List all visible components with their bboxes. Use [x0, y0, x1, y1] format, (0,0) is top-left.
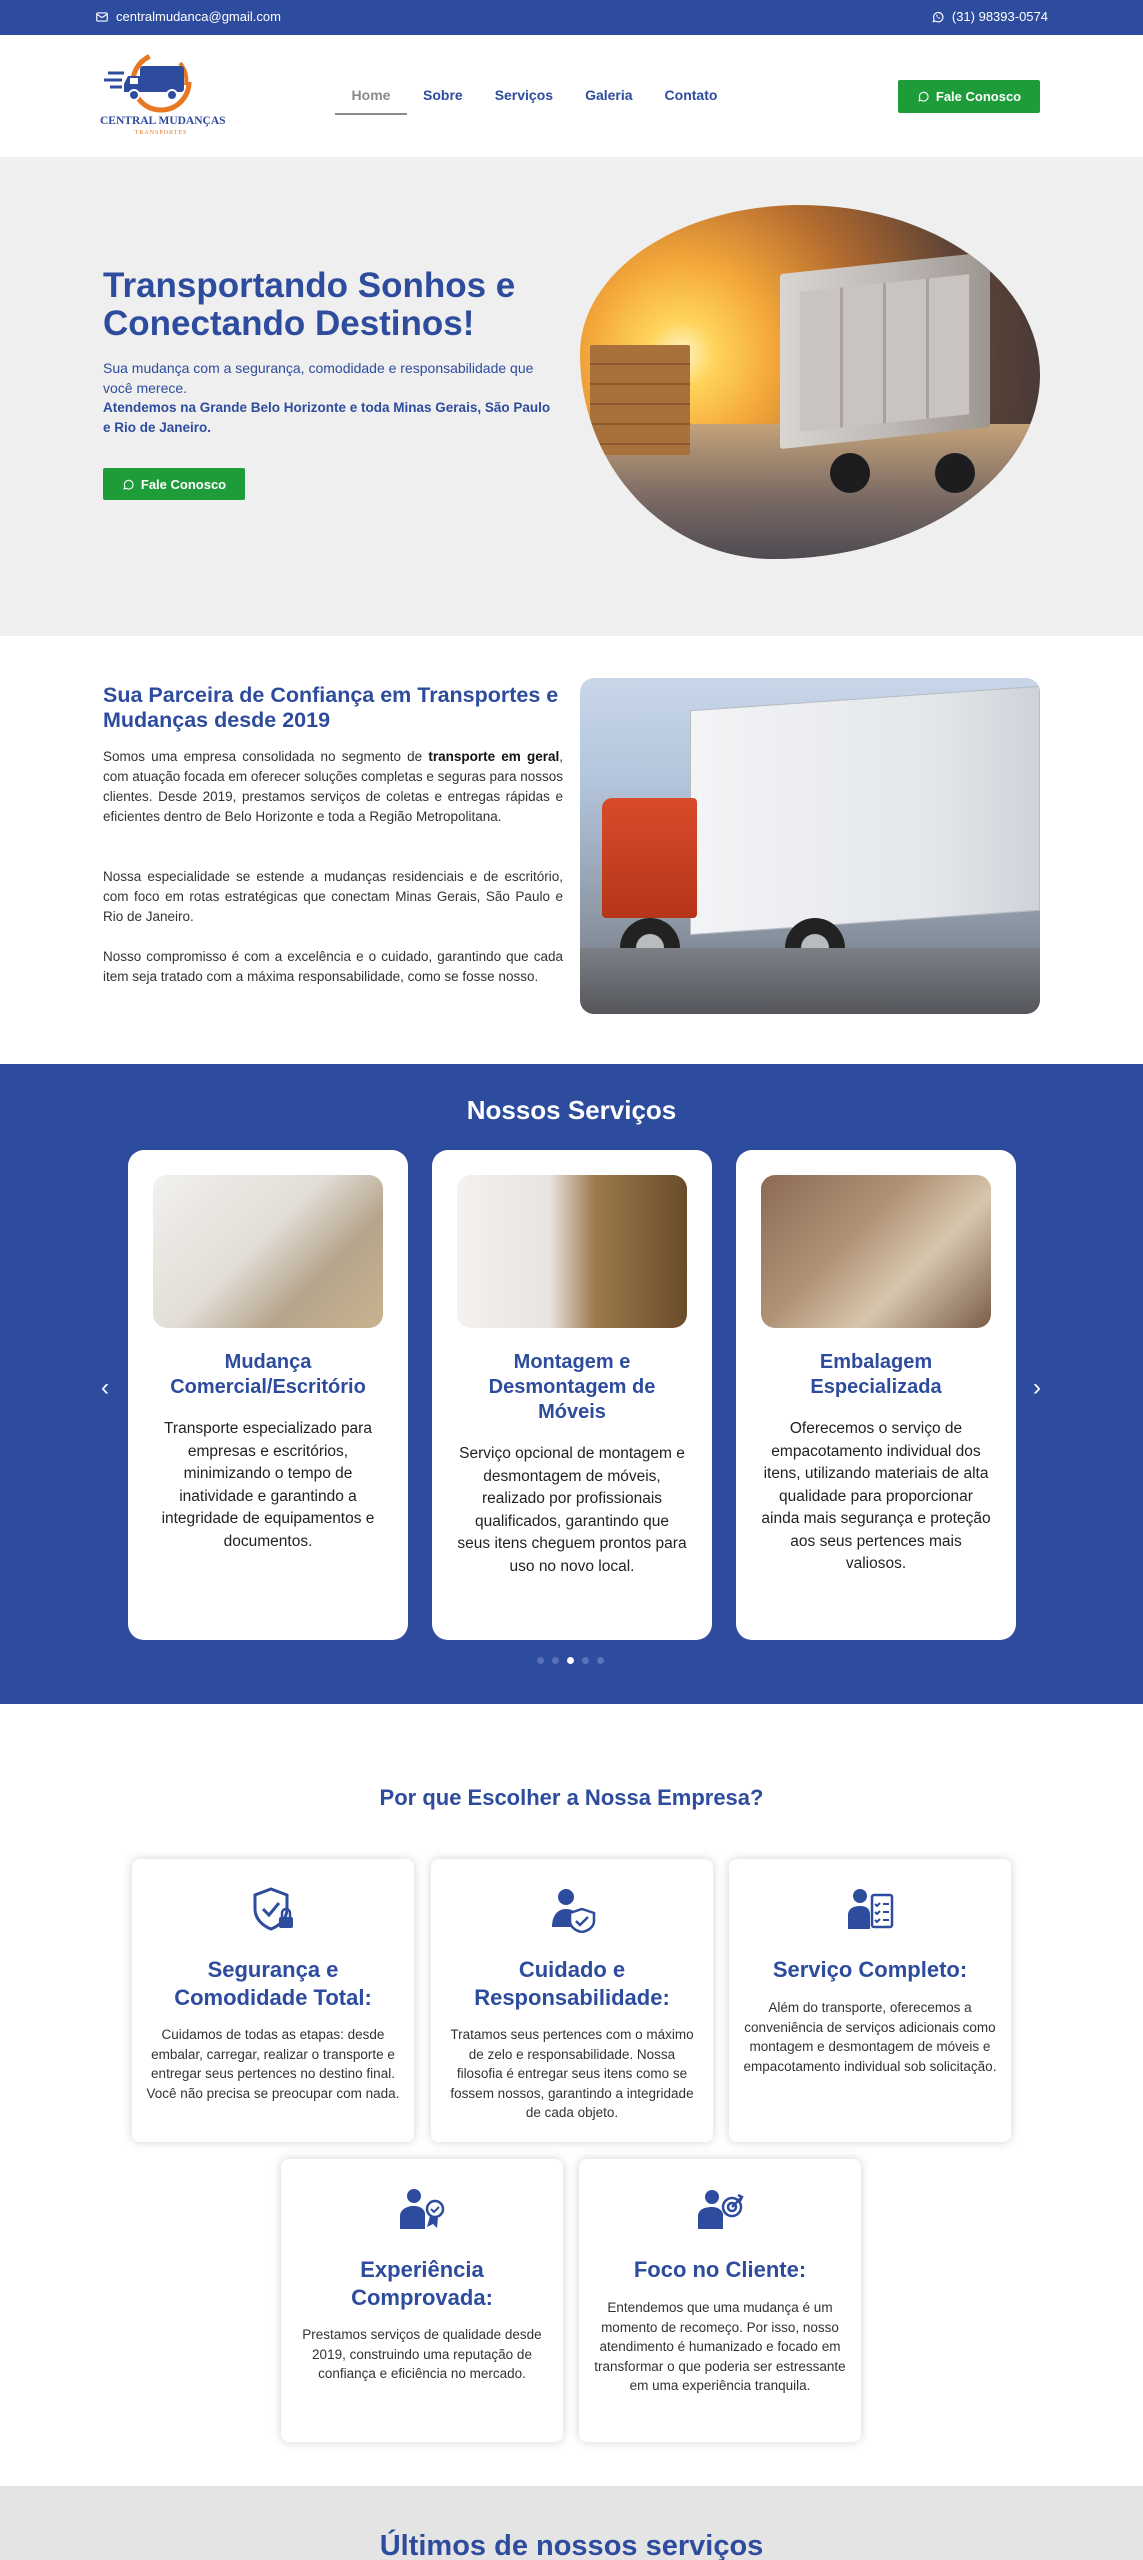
- why-card-title: Foco no Cliente:: [633, 2257, 807, 2282]
- topbar-phone[interactable]: [931, 9, 1048, 24]
- latest-title: Últimos de nossos serviços: [379, 2530, 764, 2560]
- whatsapp-icon: [917, 90, 930, 103]
- nav-sobre[interactable]: Sobre: [423, 87, 463, 103]
- nav-contato[interactable]: Contato: [664, 87, 718, 103]
- service-image-office: [153, 1175, 383, 1328]
- why-card-text: Prestamos serviços de qualidade desde 2019, construindo uma reputação de confiança e eficiência no mercado.: [302, 2327, 542, 2381]
- about-paragraph-3: Nosso compromisso é com a excelência e o cuidado, garantindo que cada item seja tratado com a máxima responsabilidade, como se fosse nosso.: [103, 949, 563, 984]
- carousel-dot[interactable]: [582, 1657, 589, 1664]
- person-shield-icon: [548, 1885, 596, 1933]
- why-title: Por que Escolher a Nossa Empresa?: [379, 1785, 764, 1810]
- carousel-dots: [537, 1657, 604, 1664]
- hero-cta-label: Fale Conosco: [140, 476, 227, 492]
- latest-services-section: [0, 2486, 1143, 2560]
- service-text: Oferecemos o serviço de empacotamento individual dos itens, utilizando materiais de alta qualidade para proporcionar ainda mais segurança e proteção aos seus pertences mais valiosos.: [761, 1420, 991, 1572]
- why-card: [431, 1859, 713, 2142]
- about-paragraph-1: Somos uma empresa consolidada no segmento de transporte em geral, com atuação focada em oferecer soluções completas e seguras para nossos clientes. Desde 2019, prestamos serviços de coletas e entregas rápidas e eficientes dentro de Belo Horizonte e toda a Região Metropolitana.: [103, 749, 564, 824]
- nav-servicos[interactable]: Serviços: [494, 87, 554, 103]
- about-title: Sua Parceira de Confiança em Transportes e Mudanças desde 2019: [103, 683, 559, 732]
- person-checklist-icon: [846, 1885, 894, 1933]
- logo-name: CENTRAL MUDANÇAS: [100, 115, 226, 127]
- header-cta-button[interactable]: [898, 80, 1040, 113]
- carousel-dot[interactable]: [537, 1657, 544, 1664]
- why-card-title: Serviço Completo:: [772, 1957, 968, 1982]
- nav-galeria[interactable]: Galeria: [585, 87, 633, 103]
- topbar-phone-text: (31) 98393-0574: [951, 9, 1048, 24]
- why-card-text: Cuidamos de todas as etapas: desde embalar, carregar, realizar o transporte e entregar seus pertences no destino final. Você não precisa se preocupar com nada.: [146, 2027, 400, 2101]
- carousel-prev-button[interactable]: [95, 1376, 115, 1400]
- services-title: Nossos Serviços: [466, 1095, 677, 1125]
- shield-lock-icon: [249, 1885, 297, 1933]
- service-text: Transporte especializado para empresas e escritórios, minimizando o tempo de inatividade e garantindo a integridade de equipamentos e documentos.: [161, 1420, 375, 1550]
- hero-title: Transportando Sonhos e Conectando Destinos!: [103, 266, 516, 343]
- nav-home[interactable]: Home: [335, 85, 407, 115]
- top-bar: [0, 0, 1143, 35]
- service-title: Embalagem Especializada: [810, 1351, 942, 1398]
- whatsapp-icon: [931, 10, 945, 24]
- main-nav: [335, 85, 733, 115]
- carousel-next-button[interactable]: [1027, 1376, 1047, 1400]
- why-card: [729, 1859, 1011, 2142]
- service-card: [128, 1150, 408, 1640]
- service-text: Serviço opcional de montagem e desmontagem de móveis, realizado por profissionais qualificados, garantindo que seus itens cheguem prontos para uso no novo local.: [457, 1445, 687, 1575]
- logo[interactable]: [100, 49, 226, 145]
- service-image-furniture: [457, 1175, 687, 1328]
- about-paragraph-2: Nossa especialidade se estende a mudanças residenciais e de escritório, com foco em rotas estratégicas que conectam Minas Gerais, São Paulo e Rio de Janeiro.: [103, 869, 563, 924]
- whatsapp-icon: [122, 478, 135, 491]
- person-target-icon: [696, 2185, 744, 2233]
- service-title: Montagem e Desmontagem de Móveis: [488, 1351, 656, 1423]
- person-award-icon: [398, 2185, 446, 2233]
- carousel-dot[interactable]: [597, 1657, 604, 1664]
- carousel-dot[interactable]: [552, 1657, 559, 1664]
- why-card-title: Segurança e Comodidade Total:: [174, 1957, 372, 2010]
- why-card-title: Experiência Comprovada:: [351, 2257, 493, 2310]
- about-truck-image: [580, 678, 1040, 1014]
- service-title: Mudança Comercial/Escritório: [170, 1351, 366, 1398]
- why-card-text: Tratamos seus pertences com o máximo de zelo e responsabilidade. Nossa filosofia é entregar seus itens como se fossem nossos, garantindo a integridade de cada objeto.: [450, 2027, 694, 2120]
- truck-logo-icon: [100, 49, 222, 115]
- why-card: [579, 2159, 861, 2442]
- service-card: [736, 1150, 1016, 1640]
- chevron-right-icon: ›: [1033, 1374, 1041, 1401]
- why-card: [281, 2159, 563, 2442]
- hero-coverage: Atendemos na Grande Belo Horizonte e toda Minas Gerais, São Paulo e Rio de Janeiro.: [103, 400, 551, 435]
- chevron-left-icon: ‹: [101, 1374, 109, 1401]
- envelope-icon: [95, 10, 109, 24]
- services-section: [0, 1064, 1143, 1704]
- logo-tagline: TRANSPORTES: [134, 130, 188, 136]
- carousel-dot-active[interactable]: [567, 1657, 574, 1664]
- service-image-packing: [761, 1175, 991, 1328]
- topbar-email-text: centralmudanca@gmail.com: [116, 9, 281, 24]
- site-header: [0, 35, 1143, 157]
- topbar-email[interactable]: [95, 9, 281, 24]
- hero-subtitle: Sua mudança com a segurança, comodidade e responsabilidade que você merece.: [103, 360, 534, 396]
- why-card: [132, 1859, 414, 2142]
- why-card-title: Cuidado e Responsabilidade:: [474, 1957, 670, 2010]
- hero-section: [0, 157, 1143, 636]
- service-card: [432, 1150, 712, 1640]
- why-card-text: Entendemos que uma mudança é um momento de recomeço. Por isso, nosso atendimento é humanizado e focado em transformar o que poderia ser estressante em uma experiência tranquila.: [594, 2300, 846, 2393]
- hero-truck-image: [580, 205, 1040, 559]
- header-cta-label: Fale Conosco: [935, 89, 1022, 104]
- why-card-text: Além do transporte, oferecemos a conveniência de serviços adicionais como montagem e desmontagem de móveis e empacotamento individual sob solicitação.: [743, 2000, 997, 2074]
- hero-cta-button[interactable]: [103, 468, 245, 500]
